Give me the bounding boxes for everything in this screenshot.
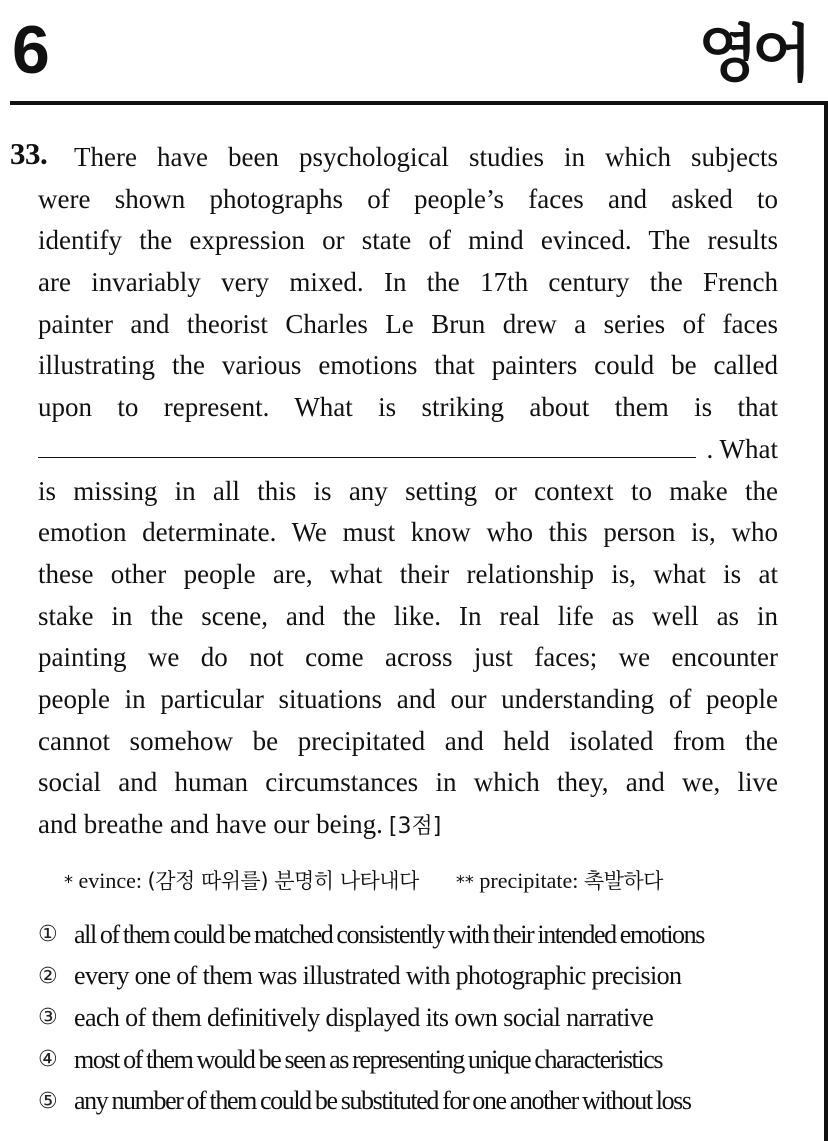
passage-fragment: . What xyxy=(706,433,778,464)
footnote-gloss: (감정 따위를) 분명히 나타내다 xyxy=(147,869,419,893)
answer-option-4[interactable] xyxy=(38,1039,782,1081)
vocabulary-footnote xyxy=(64,864,784,900)
points-badge: [3점] xyxy=(388,814,442,839)
footnote-gloss: 촉발하다 xyxy=(583,869,663,893)
passage-line: There have been psychological studies in which subjects xyxy=(74,142,778,172)
page-number: 6 xyxy=(12,12,49,88)
passage-line: cannot somehow be precipitated and held isolated from the xyxy=(38,725,778,756)
option-text: most of them would be seen as representing unique characteristics xyxy=(74,1044,663,1074)
answer-option-1[interactable] xyxy=(38,914,782,956)
passage-line: are invariably very mixed. In the 17th century the French xyxy=(38,267,778,298)
passage-line: upon to represent. What is striking about them is that xyxy=(38,392,778,423)
option-number: ③ xyxy=(38,1005,58,1031)
answer-option-2[interactable] xyxy=(38,956,782,998)
page-header xyxy=(0,0,828,104)
passage-line: painter and theorist Charles Le Brun drew a series of faces xyxy=(38,308,778,339)
footnote-term: evince: xyxy=(78,868,143,893)
option-text: all of them could be matched consistently with their intended emotions xyxy=(74,919,704,949)
question-passage xyxy=(38,137,778,846)
option-number: ② xyxy=(38,963,58,989)
answer-option-5[interactable] xyxy=(38,1080,782,1122)
passage-line: and breathe and have our being. xyxy=(38,809,383,839)
passage-line: were shown photographs of people’s faces and asked to xyxy=(38,183,778,214)
passage-line: identify the expression or state of mind evinced. The results xyxy=(38,225,778,256)
footnote-term: precipitate: xyxy=(479,868,579,893)
passage-line: is missing in all this is any setting or context to make the xyxy=(38,475,778,506)
passage-line: people in particular situations and our understanding of people xyxy=(38,683,778,714)
answer-blank-line xyxy=(38,429,778,471)
passage-line: illustrating the various emotions that painters could be called xyxy=(38,350,778,381)
option-text: each of them definitively displayed its own social narrative xyxy=(74,1002,654,1032)
passage-line: emotion determinate. We must know who this person is, who xyxy=(38,517,778,548)
passage-line: social and human circumstances in which they, and we, live xyxy=(38,767,778,798)
header-divider xyxy=(10,101,828,105)
answer-option-3[interactable] xyxy=(38,997,782,1039)
passage-line: these other people are, what their relationship is, what is at xyxy=(38,558,778,589)
option-number: ① xyxy=(38,922,58,948)
passage-line: stake in the scene, and the like. In real life as well as in xyxy=(38,600,778,631)
option-number: ⑤ xyxy=(38,1088,58,1114)
footnote-mark: * xyxy=(64,872,73,893)
answer-blank xyxy=(38,435,696,458)
passage-last-line xyxy=(38,804,778,846)
option-number: ④ xyxy=(38,1047,58,1073)
column-divider xyxy=(824,101,828,1141)
option-text: any number of them could be substituted for one another without loss xyxy=(74,1086,691,1116)
option-text: every one of them was illustrated with photographic precision xyxy=(74,961,682,991)
answer-options xyxy=(38,914,782,1122)
footnote-mark: ** xyxy=(455,872,474,893)
passage-line: painting we do not come across just faces; we encounter xyxy=(38,642,778,673)
subject-title: 영어 xyxy=(698,17,806,90)
question-number: 33. xyxy=(10,136,48,171)
